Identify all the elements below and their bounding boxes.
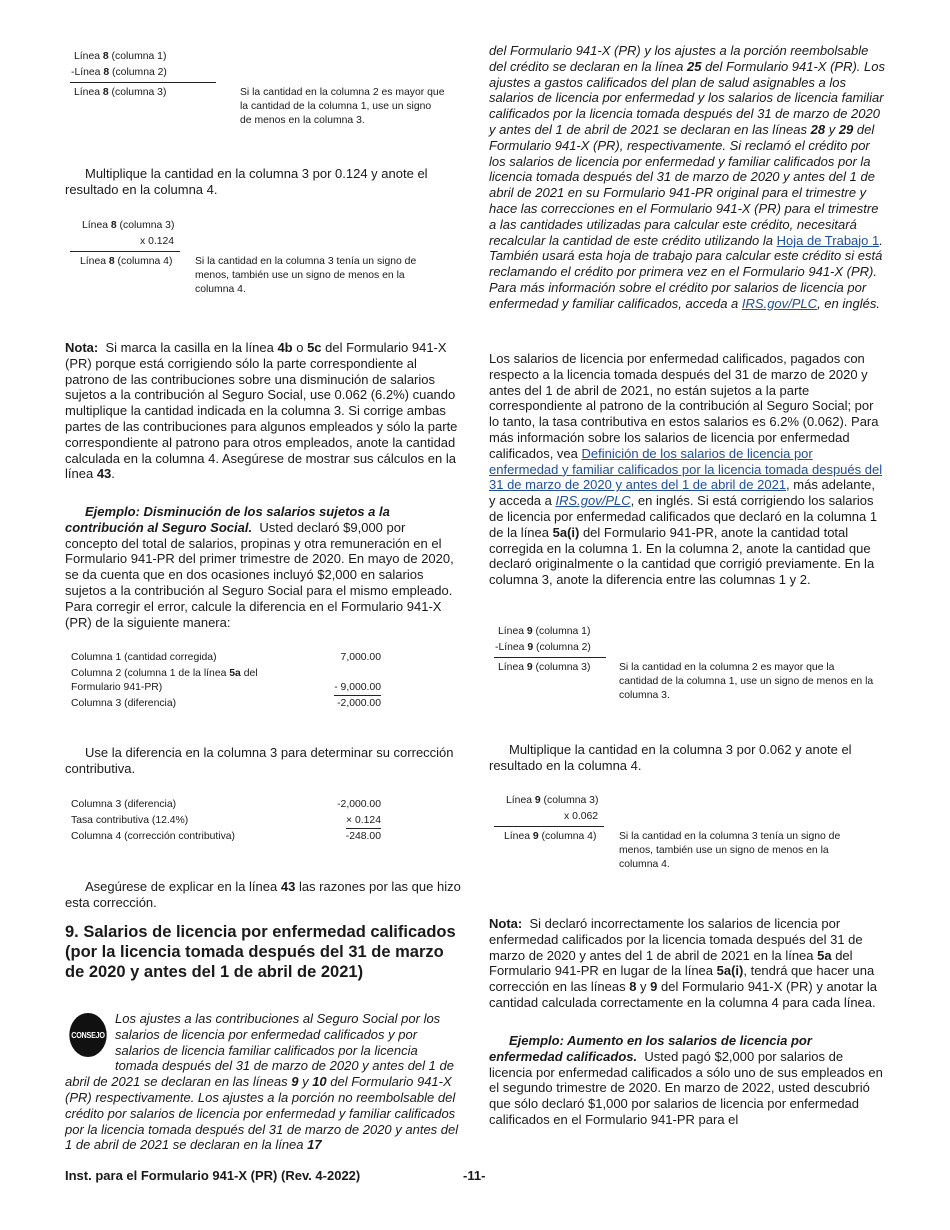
link-definicion-salarios[interactable]: Definición de los salarios de licencia por enfermedad y familiar calificados por la licencia tomada después del 31 de marzo de 2020 y antes del 1 de abril de 2021: [489, 445, 883, 493]
calc-note: Si la cantidad en la columna 3 tenía un signo de menos, también use un signo de menos en la columna 4.: [619, 831, 841, 870]
link-hoja-de-trabajo-1[interactable]: Hoja de Trabajo 1: [776, 232, 880, 248]
calc-line8-col1: Línea 8 (columna 1): [74, 51, 167, 62]
paragraph-sick-leave: Los salarios de licencia por enfermedad calificados, pagados con respecto a la licencia tomada después del 31 de marzo de 2020 y antes del 1 de abril de 2021, no están sujetos a la parte correspondiente al patrono de la contribución al Seguro Social; por lo tanto, la tasa contributiva en estos salarios es 6.2% (0.062). Para más información sobre los salarios de licencia por enfermedad calificados, vea Definición de los salarios de licencia por enfermedad y familiar calificados por la licencia tomada después del 31 de marzo de 2020 y antes del 1 de abril de 2021, más adelante, y acceda a IRS.gov/PLC, en inglés. Si está corrigiendo los salarios de licencia por enfermedad calificados que declaró en la columna 1 de la línea 5a(i) del Formulario 941-PR, anote la cantidad total corregida en la columna 1. En la columna 2, anote la cantidad que declaró originalmente o la cantidad que corrigió previamente. En la columna 3, anote la diferencia entre las columnas 1 y 2.: [489, 351, 883, 588]
link-irs-plc[interactable]: IRS.gov/PLC: [555, 493, 631, 509]
footer-form-title: Inst. para el Formulario 941-X (PR) (Rev. 4-2022): [65, 1168, 361, 1183]
consejo-paragraph: Los ajustes a las contribuciones al Seguro Social por los salarios de licencia por enfermedad calificados y por salarios de licencia familiar calificados por la licencia tomada después del 31 de marzo de 2020 y antes del 1 de abril de 2021 se declaran en las líneas 9 y 10 del Formulario 941-X (PR) respectivamente. Los ajustes a la porción no reembolsable del crédito por salarios de licencia por enfermedad y familiar calificados por la licencia tomada después del 31 de marzo de 2020 y antes del 1 de abril de 2021 se declaran en la línea 17: [65, 1011, 459, 1153]
example-table-1: [71, 651, 381, 713]
calc-multiplier: x 0.124: [140, 236, 175, 247]
link-irs-plc[interactable]: IRS.gov/PLC: [741, 295, 818, 311]
nota-paragraph: Nota: Si declaró incorrectamente los salarios de licencia por enfermedad calificados por la licencia tomada después del 31 de marzo de 2020 y antes del 1 de abril de 2021 en la línea 5a del Formulario 941-PR en lugar de la línea 5a(i), tendrá que hacer una corrección en las líneas 8 y 9 del Formulario 941-X (PR) y anotar la cantidad calculada correctamente en la columna 4 para cada línea.: [489, 916, 878, 1010]
calc-line9-col4: Línea 9 (columna 4): [504, 831, 597, 842]
paragraph-use-difference: Use la diferencia en la columna 3 para determinar su corrección contributiva.: [65, 745, 454, 776]
paragraph-multiply: Multiplique la cantidad en la columna 3 por 0.124 y anote el resultado en la columna 4.: [65, 166, 428, 197]
ejemplo-paragraph: Ejemplo: Aumento en los salarios de licencia por enfermedad calificados. Usted pagó $2,000 por salarios de licencia por enfermedad calificados a sólo uno de sus empleados en el segundo trimestre de 2020. En marzo de 2022, usted descubrió que sólo declaró $1,000 por salarios de licencia por enfermedad calificados en el Formulario 941-PR para el: [489, 1033, 883, 1127]
consejo-continuation: del Formulario 941-X (PR) y los ajustes a la porción reembolsable del crédito se declaran en la línea 25 del Formulario 941-X (PR). Los ajustes a gastos calificados del plan de salud asignables a los salarios de licencia por enfermedad y los salarios de licencia familiar calificados por la licencia tomada después del 31 de marzo de 2020 y antes del 1 de abril de 2021 se declaran en las líneas 28 y 29 del Formulario 941-X (PR), respectivamente. Si reclamó el crédito por los salarios de licencia por enfermedad y familiar calificados por la licencia tomada después del 31 de marzo de 2020 y antes del 1 de abril de 2021 en su Formulario 941-PR original para el trimestre y hace las correcciones en el Formulario 941-X (PR) para el trimestre a las cantidades utilizadas para calcular este crédito, necesitará recalcular la cantidad de este crédito utilizando la Hoja de Trabajo 1. También usará esta hoja de trabajo para calcular este crédito si está reclamando el crédito por primera vez en el Formulario 941-X (PR). Para más información sobre el crédito por salarios de licencia por enfermedad y familiar calificados, acceda a IRS.gov/PLC, en inglés.: [489, 43, 885, 311]
calc-line9-col3: Línea 9 (columna 3): [498, 662, 591, 673]
table-row: Columna 2 (columna 1 de la línea 5a del Formulario 941-PR) - 9,000.00: [71, 667, 381, 697]
calc-note: Si la cantidad en la columna 2 es mayor que la cantidad de la columna 1, use un signo de menos en la columna 3.: [240, 87, 445, 126]
page-number: -11-: [463, 1168, 486, 1183]
consejo-icon: CONSEJO: [69, 1013, 106, 1057]
calc-rule: [494, 826, 604, 827]
section-heading-9: 9. Salarios de licencia por enfermedad calificados (por la licencia tomada después del 31 de marzo de 2020 y antes del 1 de abril de 2021): [65, 923, 456, 981]
table-row: Columna 3 (diferencia) -2,000.00: [71, 698, 381, 709]
nota-paragraph: Nota: Si marca la casilla en la línea 4b o 5c del Formulario 941-X (PR) porque está corrigiendo sólo la parte correspondiente al patrono de las contribuciones sobre una disminución de salarios sujetos a la contribución al Seguro Social, use 0.062 (6.2%) cuando multiplique la cantidad indicada en la columna 3. Si corrige ambas partes de las contribuciones para algunos empleados y sólo la parte correspondiente al patrono para otros empleados, anote la cantidad calculada en la columna 4. Asegúrese de mostrar sus cálculos en la línea 43.: [65, 340, 458, 482]
calc-multiplier: x 0.062: [564, 811, 599, 822]
paragraph-multiply: Multiplique la cantidad en la columna 3 por 0.062 y anote el resultado en la columna 4.: [489, 742, 852, 773]
calc-rule: [494, 657, 606, 658]
table-row: Columna 1 (cantidad corregida) 7,000.00: [71, 652, 381, 663]
calc-rule: [70, 251, 180, 252]
calc-note: Si la cantidad en la columna 3 tenía un signo de menos, también use un signo de menos en la columna 4.: [195, 256, 417, 295]
example-table-2: [71, 798, 381, 846]
calc-line9-col1: Línea 9 (columna 1): [498, 626, 591, 637]
calc-line9-col2: -Línea 9 (columna 2): [495, 642, 591, 653]
table-row: Columna 4 (corrección contributiva) -248.00: [71, 831, 381, 842]
table-row: Tasa contributiva (12.4%) × 0.124: [71, 814, 381, 830]
calc-line8-col3: Línea 8 (columna 3): [82, 220, 175, 231]
ejemplo-paragraph: Ejemplo: Disminución de los salarios sujetos a la contribución al Seguro Social. Usted declaró $9,000 por concepto del total de salarios, propinas y otra remuneración en el Formulario 941-PR del primer trimestre de 2020. En mayo de 2020, se da cuenta que en dos ocasiones incluyó $2,000 en salarios sujetos a la contribución al Seguro Social para el mismo empleado. Para corregir el error, calcule la diferencia en el Formulario 941-X (PR) de la siguiente manera:: [65, 504, 454, 630]
paragraph-explain: Asegúrese de explicar en la línea 43 las razones por las que hizo esta corrección.: [65, 879, 461, 910]
calc-line8-col3: Línea 8 (columna 3): [74, 87, 167, 98]
calc-line8-col4: Línea 8 (columna 4): [80, 256, 173, 267]
calc-rule: [70, 82, 216, 83]
calc-line9-col3: Línea 9 (columna 3): [506, 795, 599, 806]
calc-line8-col2: -Línea 8 (columna 2): [71, 67, 167, 78]
calc-note: Si la cantidad en la columna 2 es mayor que la cantidad de la columna 1, use un signo de menos en la columna 3.: [619, 662, 874, 701]
table-row: Columna 3 (diferencia) -2,000.00: [71, 799, 381, 810]
